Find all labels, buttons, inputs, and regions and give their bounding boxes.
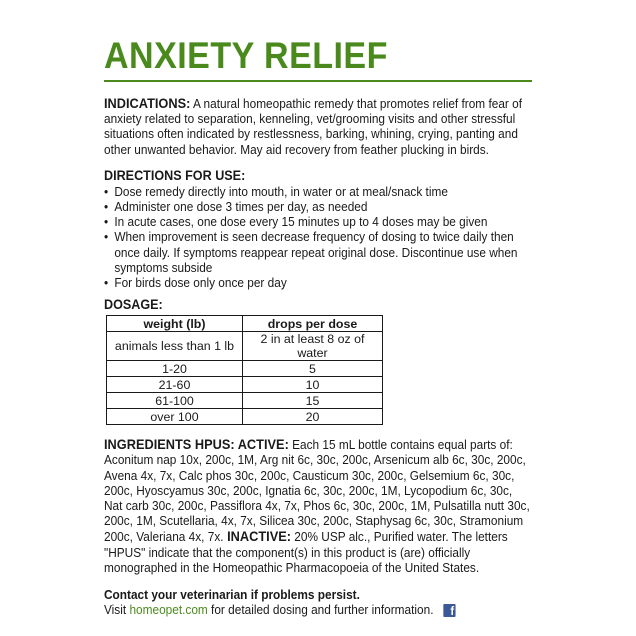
ingredients-paragraph <box>104 437 532 576</box>
list-item: • When improvement is seen decrease frequency of dosing to twice daily then once daily. If symptoms reappear repeat original dose. Discontinue use when symptoms subside <box>104 230 518 275</box>
homeopet-link[interactable]: homeopet.com <box>129 603 208 618</box>
page-title: ANXIETY RELIEF <box>104 35 388 76</box>
table-row <box>107 361 383 377</box>
weight-cell: 1-20 <box>107 361 243 377</box>
drops-cell: 15 <box>243 393 383 409</box>
column-header-weight: weight (lb) <box>107 316 243 332</box>
weight-cell: 21-60 <box>107 377 243 393</box>
table-row <box>107 393 383 409</box>
inactive-ingredients-text: 20% USP alc., Purified water. The letters "HPUS" indicate that the component(s) in this product is (are) officially monographed in the Homeopathic Pharmacopoeia of the United States. <box>104 530 508 575</box>
ingredients-heading: INGREDIENTS HPUS: ACTIVE: <box>104 437 289 453</box>
directions-list <box>104 185 532 291</box>
facebook-icon[interactable]: f <box>443 604 455 617</box>
dosage-heading: DOSAGE: <box>104 297 163 313</box>
drops-cell: 20 <box>243 409 383 425</box>
list-item: • In acute cases, one dose every 15 minutes up to 4 doses may be given <box>104 215 488 230</box>
list-item: • Dose remedy directly into mouth, in water or at meal/snack time <box>104 184 448 199</box>
dosage-table <box>106 315 383 425</box>
list-item: • For birds dose only once per day <box>104 276 287 291</box>
column-header-drops: drops per dose <box>243 316 383 332</box>
bullet-icon: • <box>104 230 109 245</box>
bullet-icon: • <box>104 215 109 230</box>
drops-cell: 5 <box>243 361 383 377</box>
table-row <box>107 377 383 393</box>
active-ingredients-text: Each 15 mL bottle contains equal parts of: Aconitum nap 10x, 200c, 1M, Arg nit 6c, 30c, 200c, Arsenicum alb 6c, 30c, 200c, Avena 4x, 7x, Calc phos 30c, 200c, Causticum 30c, 200c, Gelsemium 6c, 30c, 200c, Hyoscyamus 30c, 200c, Ignatia 6c, 30c, 200c, 1M, Lycopodium 6c, 30c, Nat carb 30c, 200c, Passiflora 4x, 7x, Phos 6c, 30c, 200c, 1M, Pulsatilla nutt 30c, 200c, 1M, Scutellaria, 4x, 7x, Silicea 30c, 200c, Staphysag 6c, 30c, Stramonium 200c, Valeriana 4x, 7x. <box>104 438 530 545</box>
bullet-icon: • <box>104 200 109 215</box>
directions-heading: DIRECTIONS FOR USE: <box>104 167 246 183</box>
visit-prefix: Visit <box>104 603 130 618</box>
product-label <box>104 36 532 618</box>
title-divider <box>104 80 532 82</box>
weight-cell: animals less than 1 lb <box>107 332 243 361</box>
weight-cell: over 100 <box>107 409 243 425</box>
bullet-icon: • <box>104 276 109 291</box>
indications-paragraph <box>104 96 532 158</box>
indications-text: A natural homeopathic remedy that promotes relief from fear of anxiety related to separation, kenneling, vet/grooming visits and other stressful situations often indicated by restlessness, barking, whining, crying, panting and other unwanted behavior. May aid recovery from feather plucking in birds. <box>104 97 523 157</box>
list-item: • Administer one dose 3 times per day, as needed <box>104 200 368 215</box>
indications-heading: INDICATIONS: <box>104 96 191 111</box>
table-row <box>107 332 383 361</box>
drops-cell: 10 <box>243 377 383 393</box>
visit-line <box>104 603 532 618</box>
contact-line: Contact your veterinarian if problems persist. <box>104 588 360 603</box>
table-header-row <box>107 316 383 332</box>
inactive-label: INACTIVE: <box>223 529 292 545</box>
table-row <box>107 409 383 425</box>
visit-suffix: for detailed dosing and further information. <box>207 603 434 618</box>
weight-cell: 61-100 <box>107 393 243 409</box>
drops-cell: 2 in at least 8 oz of water <box>243 332 383 361</box>
bullet-icon: • <box>104 184 109 199</box>
